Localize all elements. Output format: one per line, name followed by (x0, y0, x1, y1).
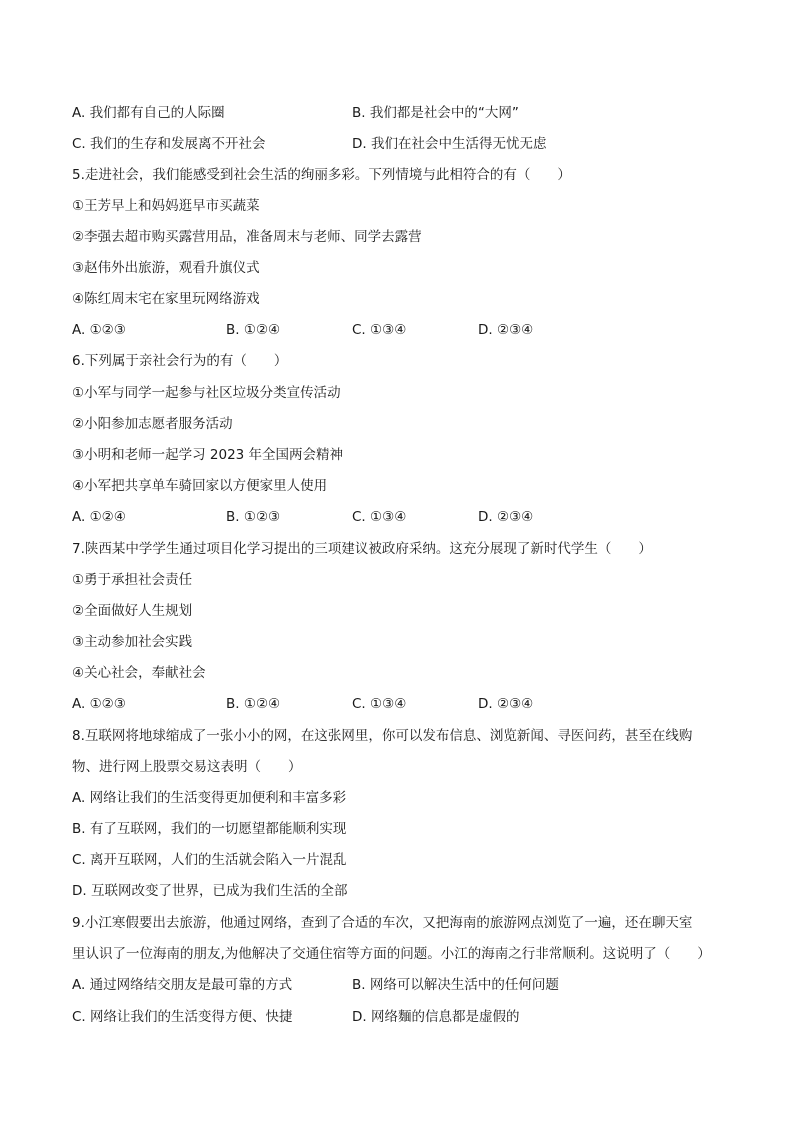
q5-option-b: B. ①②④ (226, 322, 281, 338)
q5-option-c: C. ①③④ (352, 322, 407, 338)
q6-stem: 6.下列属于亲社会行为的有（ ） (72, 353, 288, 369)
q5-option-a: A. ①②③ (72, 322, 126, 338)
q8-option-b: B. 有了互联网，我们的一切愿望都能顺利实现 (72, 821, 347, 837)
q4-option-b: B. 我们都是社会中的“大网” (352, 105, 519, 121)
q8-option-d: D. 互联网改变了世界，已成为我们生活的全部 (72, 883, 348, 899)
q6-option-c: C. ①③④ (352, 509, 407, 525)
q8-stem-line-1: 8.互联网将地球缩成了一张小小的网，在这张网里，你可以发布信息、浏览新闻、寻医问药，甚至在线购 (72, 728, 693, 744)
q7-stem: 7.陕西某中学学生通过项目化学习提出的三项建议被政府采纳。这充分展现了新时代学生（ ） (72, 541, 652, 557)
q5-item-1: ①王芳早上和妈妈逛早市买蔬菜 (72, 198, 260, 214)
q7-option-c: C. ①③④ (352, 696, 407, 712)
q6-option-d: D. ②③④ (478, 509, 534, 525)
q5-item-3: ③赵伟外出旅游，观看升旗仪式 (72, 260, 260, 276)
q9-option-c: C. 网络让我们的生活变得方便、快捷 (72, 1009, 293, 1025)
q7-option-d: D. ②③④ (478, 696, 534, 712)
q6-item-3: ③小明和老师一起学习 2023 年全国两会精神 (72, 447, 344, 463)
q8-stem-line-2: 物、进行网上股票交易这表明（ ） (72, 759, 302, 775)
q7-option-a: A. ①②③ (72, 696, 126, 712)
q9-stem-line-1: 9.小江寒假要出去旅游，他通过网络，查到了合适的车次，又把海南的旅游网点浏览了一遍，还在聊天室 (72, 915, 693, 931)
q6-item-4: ④小军把共享单车骑回家以方便家里人使用 (72, 478, 328, 494)
q5-stem: 5.走进社会，我们能感受到社会生活的绚丽多彩。下列情境与此相符合的有（ ） (72, 167, 571, 183)
q5-item-4: ④陈红周末宅在家里玩网络游戏 (72, 291, 260, 307)
q6-option-a: A. ①②④ (72, 509, 126, 525)
q7-option-b: B. ①②④ (226, 696, 281, 712)
q6-option-b: B. ①②③ (226, 509, 281, 525)
q9-option-b: B. 网络可以解决生活中的任何问题 (352, 977, 559, 993)
q4-option-a: A. 我们都有自己的人际圈 (72, 105, 225, 121)
q5-option-d: D. ②③④ (478, 322, 534, 338)
q6-item-2: ②小阳参加志愿者服务活动 (72, 416, 233, 432)
q8-option-a: A. 网络让我们的生活变得更加便利和丰富多彩 (72, 790, 347, 806)
q4-option-c: C. 我们的生存和发展离不开社会 (72, 136, 266, 152)
q7-item-4: ④关心社会，奉献社会 (72, 665, 206, 681)
q8-option-c: C. 离开互联网，人们的生活就会陷入一片混乱 (72, 852, 347, 868)
q5-item-2: ②李强去超市购买露营用品，准备周末与老师、同学去露营 (72, 229, 422, 245)
q7-item-3: ③主动参加社会实践 (72, 634, 193, 650)
q9-option-d: D. 网络麵的信息都是虚假的 (352, 1009, 520, 1025)
q7-item-1: ①勇于承担社会责任 (72, 572, 193, 588)
q9-option-a: A. 通过网络结交朋友是最可靠的方式 (72, 977, 293, 993)
q6-item-1: ①小军与同学一起参与社区垃圾分类宣传活动 (72, 385, 341, 401)
q7-item-2: ②全面做好人生规划 (72, 603, 193, 619)
q4-option-d: D. 我们在社会中生活得无忧无虑 (352, 136, 547, 152)
q9-stem-line-2: 里认识了一位海南的朋友,为他解决了交通住宿等方面的问题。小江的海南之行非常顺利。这说明了（ ） (72, 946, 711, 962)
